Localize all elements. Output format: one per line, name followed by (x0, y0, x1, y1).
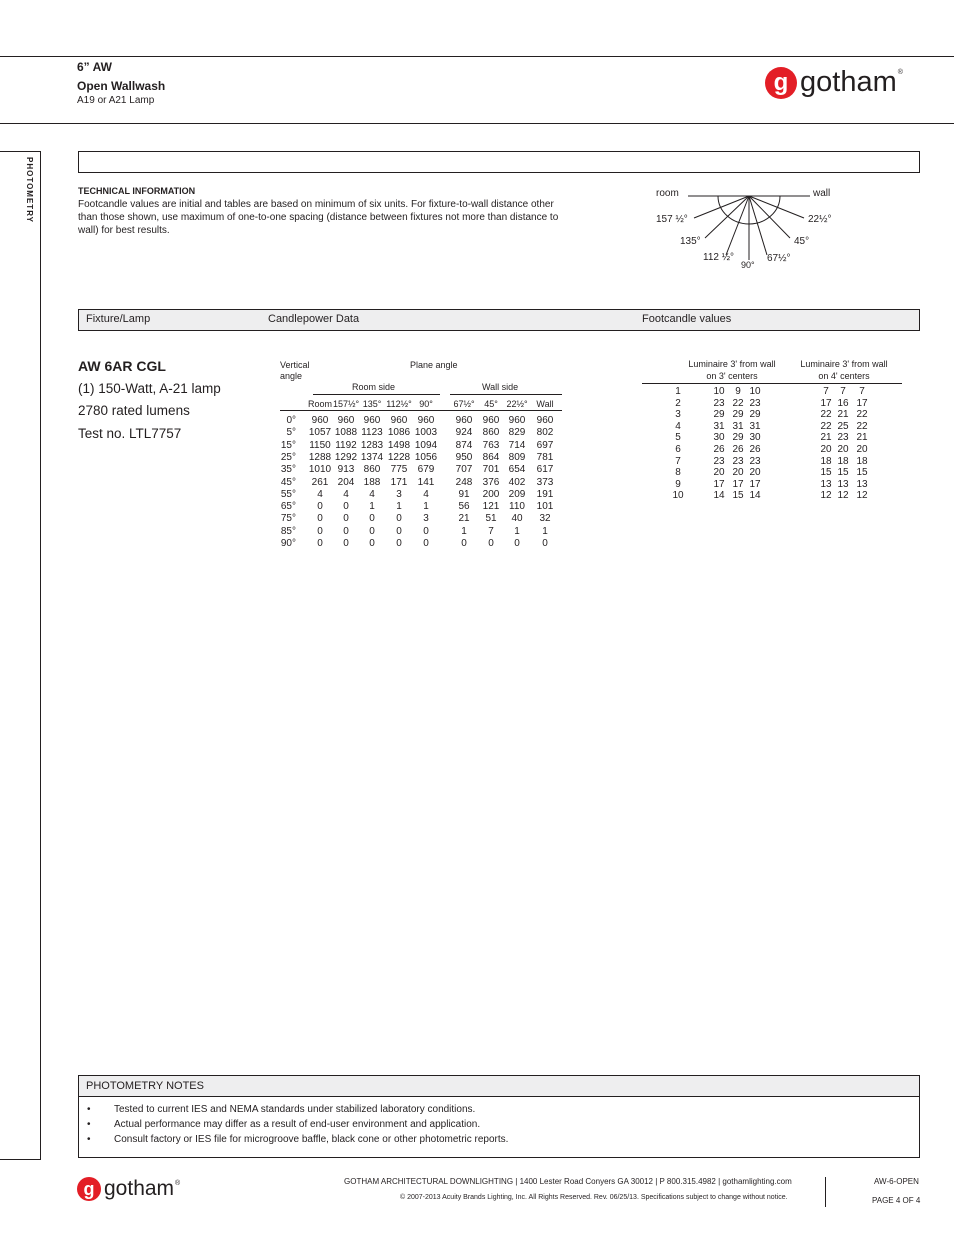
fc-group1-cell: 23 (713, 455, 725, 467)
fc-group1-cell: 20 (713, 467, 725, 479)
candlepower-cell: 121 (482, 501, 500, 513)
note-text: Actual performance may differ as a result of end-user environment and application. (114, 1119, 481, 1130)
vertical-angle-value: 15° (280, 439, 296, 451)
candlepower-cell: 191 (536, 488, 554, 500)
candlepower-cell: 1 (461, 525, 467, 537)
fc-group2-cell: 22 (820, 409, 832, 421)
candlepower-cell: 248 (455, 476, 473, 488)
candlepower-cell: 32 (539, 513, 551, 525)
candlepower-column-header: Room (307, 399, 332, 409)
vertical-angle-value: 55° (280, 488, 296, 500)
candlepower-cell: 51 (485, 513, 497, 525)
candlepower-cell: 0 (396, 525, 402, 537)
diagram-angle-157: 157 ½° (656, 214, 688, 225)
candlepower-column-header: 90° (419, 399, 433, 409)
fc-row-label: 8 (675, 467, 681, 479)
candlepower-cell: 1228 (387, 451, 411, 463)
candlepower-cell: 261 (311, 476, 329, 488)
ray-22 (749, 196, 804, 218)
fc-row-label: 2 (675, 397, 681, 409)
candlepower-column-header: 112½° (386, 399, 412, 409)
candlepower-cell: 874 (455, 439, 473, 451)
candlepower-cell: 7 (488, 525, 494, 537)
footer-divider (825, 1177, 826, 1207)
fc-row-label: 10 (672, 490, 684, 502)
candlepower-cell: 960 (482, 415, 500, 426)
fc-group1-cell: 20 (749, 467, 761, 479)
fc-group1-cell: 26 (749, 444, 761, 455)
candlepower-cell: 1 (396, 501, 402, 513)
candlepower-cell: 0 (317, 513, 323, 525)
fc-group1-cell: 15 (732, 490, 744, 502)
candlepower-cell: 1292 (334, 451, 358, 463)
fc-group1-cell: 26 (713, 444, 725, 455)
candlepower-cell: 4 (369, 488, 375, 500)
fc-group1-subtitle: on 3' centers (706, 371, 758, 381)
fc-group1-cell: 30 (749, 432, 761, 444)
vertical-angle-value: 65° (280, 501, 296, 513)
candlepower-cell: 1010 (308, 464, 332, 476)
candlepower-cell: 0 (488, 538, 494, 549)
footcandle-header: Footcandle values (642, 313, 732, 325)
candlepower-cell: 1 (514, 525, 520, 537)
wall-side-label: Wall side (482, 382, 519, 392)
empty-header-box (78, 151, 920, 173)
candlepower-cell: 1003 (414, 427, 438, 439)
product-name: AW 6AR CGL (78, 358, 166, 374)
candlepower-cell: 0 (317, 525, 323, 537)
header-bottom-rule (0, 123, 954, 124)
fc-group1-cell: 22 (732, 397, 744, 409)
ray-157 (694, 196, 749, 218)
candlepower-cell: 0 (343, 513, 349, 525)
vertical-angle-value: 90° (280, 538, 296, 549)
candlepower-cell: 56 (458, 501, 470, 513)
product-test: Test no. LTL7757 (78, 426, 182, 441)
candlepower-cell: 0 (396, 513, 402, 525)
candlepower-cell: 0 (542, 538, 548, 549)
candlepower-cell: 775 (390, 464, 408, 476)
fc-group1-cell: 29 (749, 409, 761, 421)
vertical-angle-label: Vertical (280, 360, 310, 370)
fc-group1-cell: 23 (713, 397, 725, 409)
candlepower-cell: 0 (423, 538, 429, 549)
room-side-label: Room side (352, 382, 396, 392)
fc-group2-cell: 25 (837, 420, 849, 432)
candlepower-column-header: Wall (536, 399, 554, 409)
candlepower-cell: 1057 (308, 427, 332, 439)
candlepower-cell: 960 (311, 415, 329, 426)
fc-group1-title: Luminaire 3' from wall (688, 359, 776, 369)
fc-group1-cell: 29 (713, 409, 725, 421)
candlepower-cell: 40 (511, 513, 523, 525)
candlepower-cell: 1283 (360, 439, 384, 451)
fc-group1-cell: 23 (749, 397, 761, 409)
fc-group1-cell: 10 (749, 386, 761, 397)
candlepower-cell: 376 (482, 476, 500, 488)
lamp-type: A19 or A21 Lamp (77, 95, 155, 106)
candlepower-cell: 4 (317, 488, 323, 500)
technical-heading: TECHNICAL INFORMATION (78, 186, 196, 196)
candlepower-cell: 697 (536, 439, 554, 451)
fc-group2-cell: 7 (859, 386, 865, 397)
candlepower-cell: 3 (396, 488, 402, 500)
candlepower-cell: 0 (396, 538, 402, 549)
fc-group2-cell: 15 (837, 467, 849, 479)
gotham-g-icon: g (765, 67, 797, 99)
candlepower-cell: 101 (536, 501, 554, 513)
candlepower-cell: 960 (536, 415, 554, 426)
candlepower-cell: 0 (343, 501, 349, 513)
footer-copyright: © 2007-2013 Acuity Brands Lighting, Inc. All Rights Reserved. Rev. 06/25/13. Specifications subject to change without notice. (400, 1194, 788, 1201)
notes-header-bar (78, 1075, 920, 1097)
candlepower-cell: 0 (514, 538, 520, 549)
fc-group2-cell: 22 (820, 420, 832, 432)
page-subtitle: Open Wallwash (77, 79, 166, 93)
vertical-angle-value: 0° (286, 415, 296, 426)
fc-group2-cell: 15 (856, 467, 868, 479)
footer-gotham-g-icon: g (77, 1177, 101, 1201)
fc-group2-cell: 7 (823, 386, 829, 397)
candlepower-cell: 0 (317, 538, 323, 549)
candlepower-cell: 110 (509, 501, 525, 513)
candlepower-cell: 0 (369, 538, 375, 549)
candlepower-cell: 960 (337, 415, 355, 426)
candlepower-cell: 171 (390, 476, 408, 488)
fc-group2-cell: 12 (820, 490, 832, 502)
candlepower-cell: 1086 (387, 427, 411, 439)
ray-135 (705, 196, 749, 238)
diagram-wall-label: wall (813, 188, 831, 199)
candlepower-cell: 0 (343, 538, 349, 549)
fc-group2-cell: 21 (837, 409, 849, 421)
side-tab-label: PHOTOMETRY (25, 157, 34, 224)
vertical-angle-value: 75° (280, 513, 296, 525)
gotham-logo (765, 66, 903, 99)
diagram-angle-22: 22½° (808, 214, 832, 225)
candlepower-cell: 679 (417, 464, 435, 476)
fc-row-label: 4 (675, 420, 681, 432)
fc-group2-cell: 7 (840, 386, 846, 397)
diagram-angle-45: 45° (794, 236, 810, 247)
fc-group2-cell: 17 (856, 397, 868, 409)
candlepower-cell: 960 (363, 415, 381, 426)
plane-angle-label: Plane angle (410, 360, 458, 370)
candlepower-cell: 0 (317, 501, 323, 513)
fc-group2-cell: 15 (820, 467, 832, 479)
fc-group2-cell: 13 (837, 478, 849, 490)
fc-row-label: 1 (675, 386, 681, 397)
note-bullet: • (87, 1134, 91, 1145)
candlepower-cell: 714 (508, 439, 526, 451)
diagram-room-label: room (656, 188, 679, 199)
candlepower-cell: 960 (508, 415, 526, 426)
wall-side-rule (450, 394, 562, 395)
candlepower-cell: 141 (417, 476, 435, 488)
fc-group1-cell: 17 (713, 478, 725, 490)
candlepower-cell: 209 (508, 488, 526, 500)
side-tab-top-rule (0, 151, 41, 152)
diagram-angle-67: 67½° (767, 253, 791, 264)
diagram-angle-112: 112 ½° (703, 252, 735, 263)
fc-group1-cell: 17 (732, 478, 744, 490)
logo-registered: ® (897, 69, 903, 76)
candlepower-cell: 617 (536, 464, 554, 476)
side-tab-bottom-rule (0, 1159, 41, 1160)
fc-group2-cell: 13 (856, 478, 868, 490)
candlepower-cell: 860 (363, 464, 381, 476)
fc-group2-title: Luminaire 3' from wall (800, 359, 888, 369)
fc-group1-cell: 26 (732, 444, 744, 455)
vertical-angle-value: 45° (280, 476, 296, 488)
fc-group2-cell: 20 (856, 444, 868, 455)
header-top-rule (0, 56, 954, 57)
candlepower-column-header: 22½° (506, 399, 528, 409)
note-item-2 (87, 1119, 480, 1130)
fc-group1-cell: 17 (749, 478, 761, 490)
fc-row-label: 7 (675, 455, 681, 467)
note-bullet: • (87, 1104, 91, 1115)
candlepower-cell: 1374 (360, 451, 384, 463)
candlepower-column-header: 135° (362, 399, 382, 409)
candlepower-cell: 960 (390, 415, 408, 426)
candlepower-cell: 950 (455, 451, 473, 463)
footer-doc-code: AW-6-OPEN (874, 1177, 919, 1186)
footer-logo-wordmark: gotham (104, 1177, 175, 1200)
fc-row-label: 5 (675, 432, 681, 444)
data-header-bar (78, 309, 920, 331)
fc-group1-cell: 31 (732, 420, 744, 432)
candlepower-cell: 1498 (387, 439, 411, 451)
fixture-lamp-header: Fixture/Lamp (86, 313, 151, 325)
candlepower-cell: 0 (369, 525, 375, 537)
candlepower-header: Candlepower Data (268, 313, 360, 325)
candlepower-cell: 188 (363, 476, 381, 488)
candlepower-cell: 4 (343, 488, 349, 500)
vertical-angle-value: 35° (280, 464, 296, 476)
fc-group1-cell: 10 (713, 386, 725, 397)
candlepower-cell: 0 (343, 525, 349, 537)
product-lamp: (1) 150-Watt, A-21 lamp (78, 381, 221, 396)
candlepower-cell: 1192 (335, 439, 357, 451)
fc-group1-cell: 23 (749, 455, 761, 467)
candlepower-cell: 1056 (414, 451, 438, 463)
fc-group1-cell: 30 (713, 432, 725, 444)
candlepower-cell: 802 (536, 427, 554, 439)
fc-group2-cell: 16 (837, 397, 849, 409)
note-text: Consult factory or IES file for microgroove baffle, black cone or other photometric reports. (114, 1134, 509, 1145)
page-title: 6” AW (77, 60, 112, 74)
candlepower-cell: 781 (536, 451, 554, 463)
vertical-angle-value: 85° (280, 525, 296, 537)
candlepower-cell: 204 (337, 476, 355, 488)
ray-112 (726, 196, 749, 255)
candlepower-cell: 763 (482, 439, 500, 451)
fc-group2-cell: 17 (820, 397, 832, 409)
candlepower-cell: 960 (455, 415, 473, 426)
fc-group2-cell: 12 (856, 490, 868, 502)
candlepower-cell: 200 (482, 488, 500, 500)
candlepower-cell: 3 (423, 513, 429, 525)
candlepower-column-header: 45° (484, 399, 498, 409)
fc-group2-cell: 18 (856, 455, 868, 467)
fc-group2-cell: 22 (856, 420, 868, 432)
fc-group2-cell: 13 (820, 478, 832, 490)
candlepower-cell: 1 (369, 501, 375, 513)
diagram-angle-90: 90° (741, 260, 755, 270)
candlepower-cell: 402 (508, 476, 526, 488)
vertical-angle-value: 25° (280, 451, 296, 463)
fc-group1-cell: 14 (713, 490, 725, 502)
candlepower-column-rule (280, 410, 562, 411)
note-item-3 (87, 1134, 508, 1145)
candlepower-cell: 1288 (308, 451, 332, 463)
fc-group2-subtitle: on 4' centers (818, 371, 870, 381)
candlepower-column-header: 67½° (453, 399, 475, 409)
room-side-rule (313, 394, 440, 395)
fc-group1-cell: 31 (749, 420, 761, 432)
candlepower-cell: 654 (508, 464, 526, 476)
candlepower-cell: 924 (455, 427, 473, 439)
candlepower-cell: 0 (423, 525, 429, 537)
candlepower-cell: 860 (482, 427, 500, 439)
diagram-angle-135: 135° (680, 236, 701, 247)
notes-title: PHOTOMETRY NOTES (86, 1080, 204, 1092)
fc-group1-cell: 31 (713, 420, 725, 432)
fc-group1-cell: 23 (732, 455, 744, 467)
footer-gotham-logo (77, 1177, 180, 1201)
fc-row-label: 9 (675, 478, 681, 490)
fc-group1-cell: 20 (732, 467, 744, 479)
candlepower-cell: 864 (482, 451, 500, 463)
note-text: Tested to current IES and NEMA standards under stabilized laboratory conditions. (114, 1104, 476, 1115)
footer-logo-registered: ® (175, 1180, 181, 1187)
candlepower-cell: 1 (423, 501, 429, 513)
vertical-angle-label-2: angle (280, 371, 303, 381)
fc-group1-cell: 29 (732, 409, 744, 421)
candlepower-cell: 913 (337, 464, 355, 476)
fc-group2-cell: 21 (856, 432, 868, 444)
fc-group1-cell: 29 (732, 432, 744, 444)
candlepower-cell: 1150 (309, 439, 331, 451)
candlepower-cell: 1 (542, 525, 548, 537)
candlepower-cell: 1094 (414, 439, 438, 451)
fc-group2-cell: 18 (837, 455, 849, 467)
vertical-angle-value: 5° (286, 427, 296, 439)
fc-group1-cell: 14 (749, 490, 761, 502)
fc-group2-cell: 20 (837, 444, 849, 455)
candlepower-cell: 1123 (361, 427, 383, 439)
fc-group2-cell: 21 (820, 432, 832, 444)
candlepower-cell: 707 (455, 464, 473, 476)
fc-group2-cell: 23 (837, 432, 849, 444)
product-lumens: 2780 rated lumens (78, 403, 190, 418)
candlepower-cell: 0 (369, 513, 375, 525)
fc-group1-cell: 9 (735, 386, 741, 397)
candlepower-cell: 4 (423, 488, 429, 500)
fc-group2-cell: 20 (820, 444, 832, 455)
fc-header-rule (642, 383, 902, 384)
fc-row-label: 6 (675, 444, 681, 455)
note-item-1 (87, 1104, 475, 1115)
candlepower-cell: 91 (458, 488, 470, 500)
fc-row-label: 3 (675, 409, 681, 421)
candlepower-cell: 829 (508, 427, 526, 439)
note-bullet: • (87, 1119, 91, 1130)
candlepower-column-header: 157½° (332, 399, 360, 409)
footer-address: GOTHAM ARCHITECTURAL DOWNLIGHTING | 1400 Lester Road Conyers GA 30012 | P 800.315.4982 | gothamlighting.com (344, 1177, 792, 1186)
candlepower-cell: 960 (417, 415, 435, 426)
candlepower-cell: 701 (482, 464, 500, 476)
candlepower-cell: 0 (461, 538, 467, 549)
fc-group2-cell: 22 (856, 409, 868, 421)
candlepower-cell: 21 (458, 513, 470, 525)
technical-body: Footcandle values are initial and tables are based on minimum of six units. For fixture-to-wall distance other than those shown, use maximum of one-to-one spacing (distance between fixtures not more than distance to wall) for best results. (78, 199, 559, 236)
fc-group2-cell: 12 (837, 490, 849, 502)
candlepower-cell: 1088 (334, 427, 358, 439)
candlepower-cell: 809 (508, 451, 526, 463)
side-tab (0, 151, 41, 1160)
candlepower-cell: 373 (536, 476, 554, 488)
logo-wordmark: gotham (800, 66, 897, 98)
footer-page-number: PAGE 4 OF 4 (872, 1196, 921, 1205)
fc-group2-cell: 18 (820, 455, 832, 467)
